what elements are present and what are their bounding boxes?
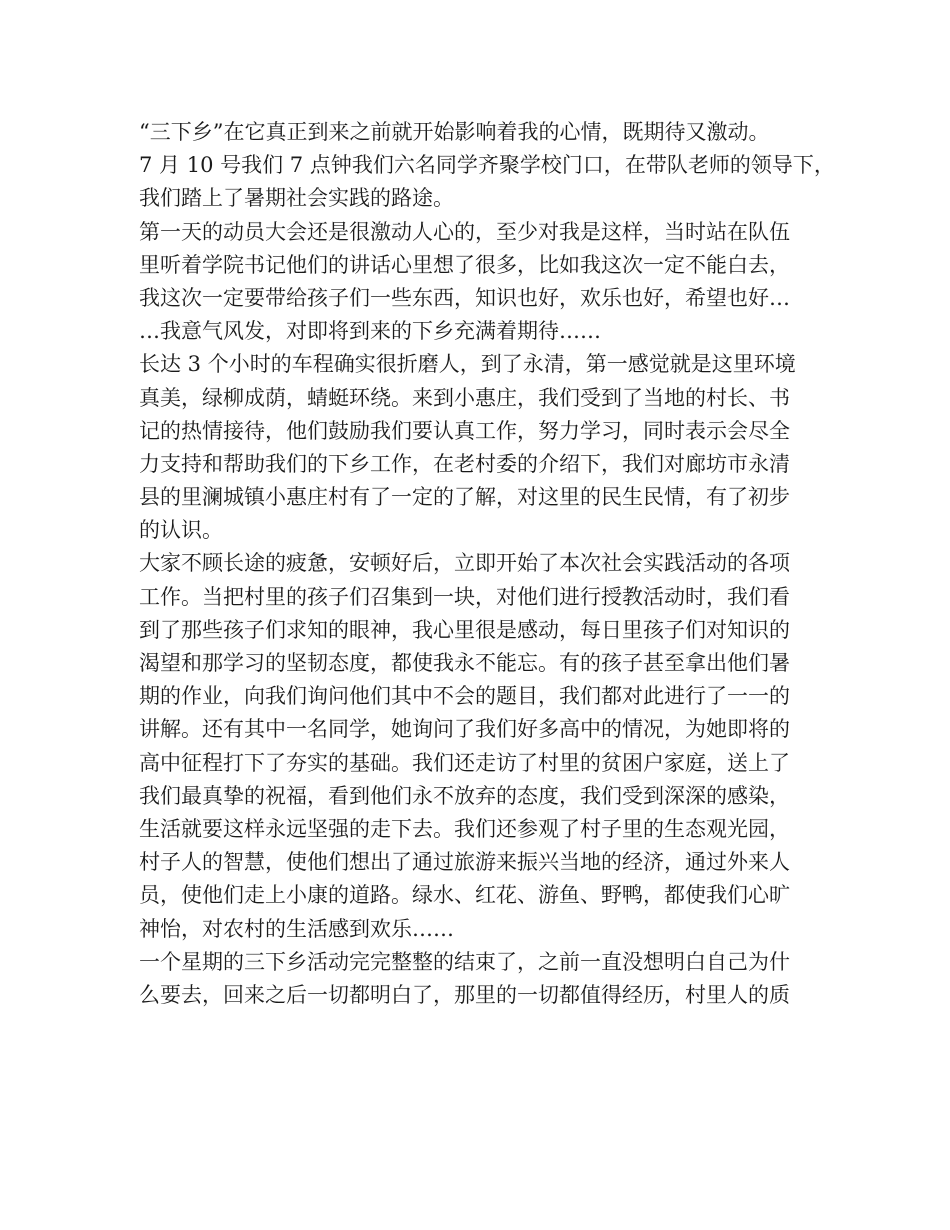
text-line: 渴望和那学习的坚韧态度，都使我永不能忘。有的孩子甚至拿出他们暑 [139, 651, 790, 675]
text-line: 神怡，对农村的生活感到欢乐…… [139, 916, 454, 941]
text-line: 真美，绿柳成荫，蜻蜓环绕。来到小惠庄，我们受到了当地的村长、书 [139, 385, 790, 410]
text-line: 7 月 10 号我们 7 点钟我们六名同学齐聚学校门口，在带队老师的领导下， [139, 153, 835, 178]
text-line: 的认识。 [139, 518, 223, 543]
text-line: 到了那些孩子们求知的眼神，我心里很是感动，每日里孩子们对知识的 [139, 617, 790, 642]
text-line: 记的热情接待，他们鼓励我们要认真工作，努力学习，同时表示会尽全 [139, 418, 790, 443]
text-line: 员，使他们走上小康的道路。绿水、红花、游鱼、野鸭，都使我们心旷 [139, 883, 790, 908]
text-line: 我这次一定要带给孩子们一些东西，知识也好，欢乐也好，希望也好… [139, 285, 790, 310]
text-line: 大家不顾长途的疲惫，安顿好后，立即开始了本次社会实践活动的各项 [139, 551, 790, 576]
text-line: 力支持和帮助我们的下乡工作，在老村委的介绍下，我们对廊坊市永清 [139, 451, 790, 476]
text-line: 我们最真挚的祝福，看到他们永不放弃的态度，我们受到深深的感染， [139, 783, 790, 808]
text-line: 期的作业，向我们询问他们其中不会的题目，我们都对此进行了一一的 [139, 684, 790, 709]
text-line: 一个星期的三下乡活动完完整整的结束了，之前一直没想明白自己为什 [139, 949, 790, 974]
text-line: 我们踏上了暑期社会实践的路途。 [139, 186, 454, 211]
text-line: “三下乡”在它真正到来之前就开始影响着我的心情，既期待又激动。 [139, 120, 770, 144]
text-line: 县的里澜城镇小惠庄村有了一定的了解，对这里的民生民情，有了初步 [139, 485, 790, 510]
text-line: 生活就要这样永远坚强的走下去。我们还参观了村子里的生态观光园， [139, 816, 790, 841]
text-line: 高中征程打下了夯实的基础。我们还走访了村里的贫困户家庭，送上了 [139, 750, 790, 775]
text-line: 么要去，回来之后一切都明白了，那里的一切都值得经历，村里人的质 [139, 982, 790, 1007]
text-line: 工作。当把村里的孩子们召集到一块，对他们进行授教活动时，我们看 [139, 584, 790, 609]
text-line: 第一天的动员大会还是很激动人心的，至少对我是这样，当时站在队伍 [139, 219, 790, 244]
body-text [139, 116, 839, 1012]
text-line: 村子人的智慧，使他们想出了通过旅游来振兴当地的经济，通过外来人 [139, 850, 790, 875]
text-line: 讲解。还有其中一名同学，她询问了我们好多高中的情况，为她即将的 [139, 717, 790, 742]
text-line: 长达 3 个小时的车程确实很折磨人，到了永清，第一感觉就是这里环境 [139, 352, 796, 377]
text-line: 里听着学院书记他们的讲话心里想了很多，比如我这次一定不能白去， [139, 252, 790, 277]
text-line: …我意气风发，对即将到来的下乡充满着期待…… [139, 319, 601, 344]
